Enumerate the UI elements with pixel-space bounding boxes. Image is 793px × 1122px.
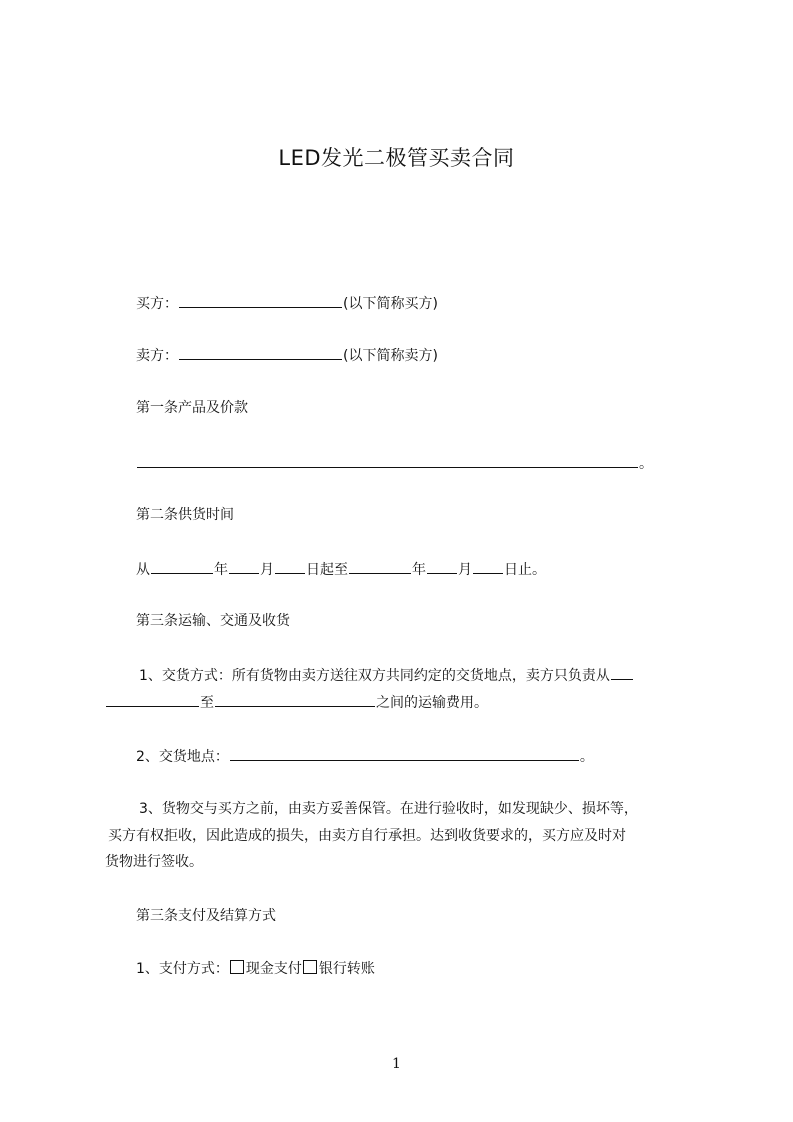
product-price-blank[interactable] (137, 452, 638, 468)
supply-period-line (136, 558, 546, 580)
item3-line1: 3、货物交与买方之前，由卖方妥善保管。在进行验收时，如发现缺少、损坏等， (139, 801, 638, 817)
period-year-1: 年 (214, 562, 228, 578)
article3-heading: 第三条运输、交通及收货 (136, 613, 290, 629)
item3-line2: 买方有权拒收，因此造成的损失，由卖方自行承担。达到收货要求的，买方应及时对 (108, 828, 626, 844)
cash-checkbox[interactable] (230, 960, 244, 974)
end-day-blank[interactable] (473, 558, 503, 574)
delivery-location-blank[interactable] (230, 745, 579, 761)
seller-line (136, 344, 438, 366)
start-month-blank[interactable] (229, 558, 259, 574)
period-year-2: 年 (412, 562, 426, 578)
article1-heading: 第一条产品及价款 (136, 400, 248, 416)
start-year-blank[interactable] (151, 558, 213, 574)
start-day-blank[interactable] (275, 558, 305, 574)
article2-heading: 第二条供货时间 (136, 507, 234, 523)
page-number: 1 (392, 1056, 401, 1072)
article4-heading: 第三条支付及结算方式 (136, 908, 276, 924)
item2-end: 。 (579, 749, 594, 765)
period-month-2: 月 (458, 562, 472, 578)
delivery-from-blank-part2[interactable] (106, 691, 199, 707)
seller-label: 卖方： (136, 348, 178, 364)
bank-checkbox[interactable] (303, 960, 317, 974)
period-month-1: 月 (260, 562, 274, 578)
item1-line1 (139, 664, 634, 686)
article1-end: 。 (639, 456, 653, 472)
end-month-blank[interactable] (427, 558, 457, 574)
payment-cash-label: 现金支付 (245, 961, 302, 977)
buyer-suffix: (以下简称买方) (343, 296, 438, 312)
period-day-end: 日止。 (504, 562, 546, 578)
item1-to: 至 (200, 695, 214, 711)
period-from: 从 (136, 562, 150, 578)
document-title: LED发光二极管买卖合同 (278, 146, 515, 170)
item2-label: 2、交货地点： (136, 749, 229, 765)
item1-end: 之间的运输费用。 (376, 695, 488, 711)
item2-line (136, 745, 594, 767)
item1-text: 1、交货方式：所有货物由卖方送往双方共同约定的交货地点，卖方只负责从 (139, 668, 610, 684)
payment-label: 1、支付方式： (136, 961, 229, 977)
buyer-label: 买方： (136, 296, 178, 312)
delivery-to-blank[interactable] (215, 691, 375, 707)
article1-content-line (136, 452, 653, 474)
item1-line2 (105, 691, 488, 713)
payment-bank-label: 银行转账 (318, 961, 375, 977)
item3-line3: 货物进行签收。 (105, 854, 203, 870)
end-year-blank[interactable] (349, 558, 411, 574)
payment-method-line (136, 959, 375, 979)
delivery-from-blank-part1[interactable] (611, 664, 633, 680)
period-day-to: 日起至 (306, 562, 348, 578)
buyer-line (136, 292, 438, 314)
seller-suffix: (以下简称卖方) (343, 348, 438, 364)
buyer-name-blank[interactable] (179, 292, 342, 308)
seller-name-blank[interactable] (179, 344, 342, 360)
